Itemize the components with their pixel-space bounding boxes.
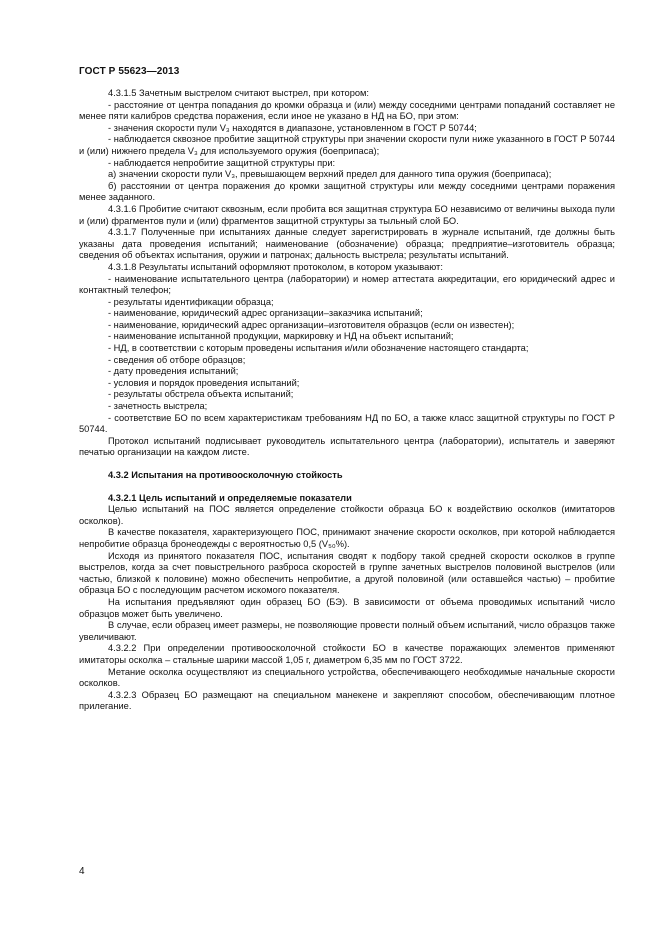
- paragraph: Метание осколка осуществляют из специального устройства, обеспечивающего необходимые начальные скорости осколков.: [79, 666, 615, 689]
- paragraph: - значения скорости пули V₃ находятся в диапазоне, установленном в ГОСТ Р 50744;: [108, 122, 477, 133]
- section-heading: 4.3.2.1 Цель испытаний и определяемые показатели: [108, 492, 352, 503]
- paragraph: 4.3.1.5 Зачетным выстрелом считают выстрел, при котором:: [108, 88, 370, 98]
- document-header: ГОСТ Р 55623—2013: [79, 66, 180, 77]
- paragraph: На испытания предъявляют один образец БО (БЭ). В зависимости от объема проводимых испытаний число образцов может быть увеличено.: [79, 596, 615, 619]
- paragraph: - зачетность выстрела;: [108, 401, 208, 412]
- paragraph: - расстояние от центра попадания до кромки образца и (или) между соседними центрами попаданий составляет не менее пяти калибров средства поражения, если иное не указано в НД на БО, при этом:: [79, 99, 615, 122]
- paragraph: Исходя из принятого показателя ПОС, испытания сводят к подбору такой средней скорости осколков в группе выстрелов, когда за счет повыстрельного разброса скоростей в группе зачетных выстрелов половиной выстрелов (или частью, близкой к половине) можно обеспечить непробитие, а другой половиной (или оставшейся частью) – пробитие образца БО с последующим расчетом искомого показателя.: [79, 550, 615, 596]
- paragraph: 4.3.1.8 Результаты испытаний оформляют протоколом, в котором указывают:: [108, 261, 443, 272]
- paragraph: - наблюдается непробитие защитной структуры при:: [108, 157, 336, 168]
- paragraph: Протокол испытаний подписывает руководитель испытательного центра (лаборатории), испытатель и заверяют печатью организации на каждом листе.: [79, 435, 615, 458]
- paragraph: - наименование испытательного центра (лаборатории) и номер аттестата аккредитации, его юридический адрес и контактный телефон;: [79, 273, 615, 296]
- paragraph: 4.3.2.3 Образец БО размещают на специальном манекене и закрепляют способом, обеспечивающим плотное прилегание.: [79, 689, 615, 712]
- paragraph: - дату проведения испытаний;: [108, 366, 239, 377]
- paragraph: - наблюдается сквозное пробитие защитной структуры при значении скорости пули ниже указанного в ГОСТ Р 50744 и (или) нижнего предела V₃ для используемого оружия (боеприпаса);: [79, 134, 615, 156]
- paragraph: а) значении скорости пули V₃, превышающем верхний предел для данного типа оружия (боеприпаса);: [108, 169, 552, 180]
- paragraph-gap: [79, 459, 615, 470]
- paragraph: - наименование, юридический адрес организации–изготовителя образцов (если он известен);: [108, 319, 515, 330]
- paragraph: 4.3.1.6 Пробитие считают сквозным, если пробита вся защитная структура БО независимо от величины выхода пули и (или) фрагментов пули и (или) фрагментов защитной структуры за тыльный слой БО.: [79, 203, 615, 226]
- paragraph-gap: [79, 482, 615, 493]
- paragraph: - результаты обстрела объекта испытаний;: [108, 389, 294, 400]
- paragraph: б) расстоянии от центра поражения до кромки защитной структуры или между соседними центрами поражения менее заданного.: [79, 180, 615, 203]
- paragraph: - условия и порядок проведения испытаний;: [108, 377, 300, 388]
- paragraph: 4.3.1.7 Полученные при испытаниях данные следует зарегистрировать в журнале испытаний, где должны быть указаны дата проведения испытаний; наименование (обозначение) образца; предприятие–изготовитель образца; сведения об объектах испытания, оружии и патронах; дальность выстрела; результаты испытаний.: [79, 227, 615, 261]
- paragraph: - НД, в соответствии с которым проведены испытания и/или обозначение настоящего стандарта;: [108, 343, 529, 354]
- paragraph: - наименование, юридический адрес организации–заказчика испытаний;: [108, 308, 423, 319]
- document-body: [79, 88, 615, 713]
- paragraph: В случае, если образец имеет размеры, не позволяющие провести полный объем испытаний, число образцов также увеличивают.: [79, 620, 615, 642]
- paragraph: - результаты идентификации образца;: [108, 296, 274, 307]
- paragraph: В качестве показателя, характеризующего ПОС, принимают значение скорости осколков, при которой наблюдается непробитие образца бронеодежды с вероятностью 0,5 (V₅₀%).: [79, 527, 615, 549]
- page-number: 4: [79, 866, 85, 877]
- paragraph: Целью испытаний на ПОС является определение стойкости образца БО к воздействию осколков (имитаторов осколков).: [79, 504, 615, 526]
- paragraph: - наименование испытанной продукции, маркировку и НД на объект испытаний;: [108, 331, 454, 342]
- paragraph: - соответствие БО по всем характеристикам требованиям НД по БО, а также класс защитной структуры по ГОСТ Р 50744.: [79, 412, 615, 435]
- section-heading: 4.3.2 Испытания на противоосколочную стойкость: [108, 470, 343, 480]
- paragraph: - сведения об отборе образцов;: [108, 354, 246, 365]
- paragraph: 4.3.2.2 При определении противоосколочной стойкости БО в качестве поражающих элементов применяют имитаторы осколка – стальные шарики массой 1,05 г, диаметром 6,35 мм по ГОСТ 3722.: [79, 643, 615, 665]
